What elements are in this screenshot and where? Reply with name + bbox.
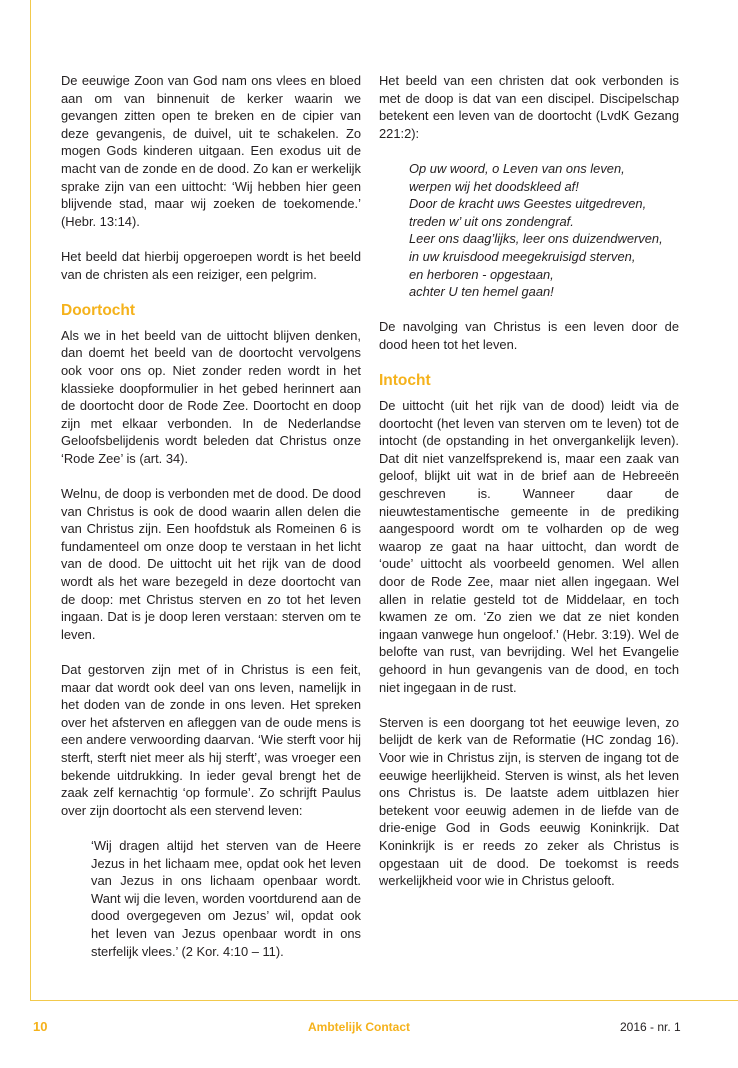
- poem-line: Door de kracht uws Geestes uitgedreven,: [409, 196, 647, 212]
- left-column: [61, 72, 361, 978]
- poem-line: en herboren - opgestaan,: [409, 266, 554, 282]
- poem-line: werpen wij het doodskleed af!: [409, 178, 579, 194]
- block-quote: [61, 837, 361, 960]
- margin-rule-horizontal: [30, 1000, 738, 1001]
- poem-line: Op uw woord, o Leven van ons leven,: [409, 160, 625, 176]
- paragraph: Welnu, de doop is verbonden met de dood. De dood van Christus is ook de dood waarin allen delen die van Christus zijn. Een hoofdstuk als Romeinen 6 is fundamenteel om onze doop te verstaan in het licht van de dood. De uittocht uit het rijk van de dood wordt als het ware bezegeld in deze doortocht van de doop: met Christus sterven en zo tot het leven ingaan. Dat is je doop leren verstaan: sterven om te leven.: [61, 486, 361, 642]
- poem-line: in uw kruisdood meegekruisigd sterven,: [409, 248, 636, 264]
- paragraph: De navolging van Christus is een leven door de dood heen tot het leven.: [379, 319, 679, 352]
- poem-quote: [379, 160, 679, 301]
- paragraph: De uittocht (uit het rijk van de dood) leidt via de doortocht (het leven van sterven om te leven) tot de intocht (de opstanding in het onvergankelijk leven). Dat dit niet vanzelfsprekend is, maar een zaak van geloof, blijkt uit wat in de brief aan de Hebreeën geschreven is. Wanneer daar de nieuwtestamentische gemeente in de prediking aangespoord wordt om te volharden op de weg waarop ze gaat na haar uittocht, dan wordt de ‘oude’ uittocht als voorbeeld genomen. Wel allen door de Rode Zee, maar niet allen ingegaan. Wel allen in relatie gesteld tot de Middelaar, en toch kwamen ze om. ‘Zo zien we dat ze niet konden ingaan vanwege hun ongeloof.’ (Hebr. 3:19). Wel de belofte van rust, van bevrijding. Wel het Evangelie gehoord in hun gevangenis van de dood, en toch niet ingegaan in de rust.: [379, 398, 679, 695]
- section-heading-intocht: Intocht: [379, 372, 431, 390]
- page-number: 10: [33, 1019, 48, 1034]
- paragraph: Het beeld dat hierbij opgeroepen wordt is het beeld van de christen als een reiziger, een pelgrim.: [61, 248, 361, 282]
- poem-line: achter U ten hemel gaan!: [409, 284, 554, 300]
- issue-label: 2016 - nr. 1: [620, 1020, 681, 1034]
- right-column: [379, 72, 679, 890]
- margin-rule-vertical: [30, 0, 31, 1000]
- paragraph: Als we in het beeld van de uittocht blijven denken, dan doemt het beeld van de doortocht vervolgens ook voor ons op. Niet zonder reden wordt in het klassieke doopformulier in het gebed herinnert aan de doortocht door de Rode Zee. Doortocht en doop zijn met elkaar verbonden. In de Nederlandse Geloofsbelijdenis wordt beleden dat Christus onze ‘Rode Zee’ is (art. 34).: [61, 327, 361, 466]
- paragraph: De eeuwige Zoon van God nam ons vlees en bloed aan om van binnenuit de kerker waarin we gevangen zitten open te breken en de cipier van deze gevangenis, de duivel, uit te schakelen. Zo mogen Gods kinderen uitgaan. Een exodus uit de macht van de zonde en de dood. Zo kan er werkelijk sprake zijn van een uittocht: ‘Wij hebben hier geen blijvende stad, maar wij zoeken de toekomende.’ (Hebr. 13:14).: [61, 73, 361, 229]
- poem-line: treden w’ uit ons zondengraf.: [409, 213, 574, 229]
- quote-text: ‘Wij dragen altijd het sterven van de Heere Jezus in het lichaam mee, opdat ook het leven van Jezus in ons lichaam openbaar wordt. Want wij die leven, worden voortdurend aan de dood overgegeven om Jezus’ wil, opdat ook het leven van Jezus openbaar wordt in ons sterfelijk vlees.’ (2 Kor. 4:10 – 11).: [91, 837, 361, 959]
- publication-title: Ambtelijk Contact: [308, 1020, 411, 1034]
- section-heading-doortocht: Doortocht: [61, 301, 136, 319]
- paragraph: Sterven is een doorgang tot het eeuwige leven, zo belijdt de kerk van de Reformatie (HC zondag 16). Voor wie in Christus zijn, is sterven de ingang tot de eeuwige heerlijkheid. Sterven is winst, als het leven ons Christus is. De laatste adem uitblazen hier betekent voor eeuwig ademen in de liefde van de drie-enige God in Gods eeuwig Koninkrijk. Dat Koninkrijk is er reeds zo zeker als Christus is opgestaan uit de dood. De toekomst is reeds werkelijkheid voor wie in Christus gelooft.: [379, 714, 679, 889]
- paragraph: Dat gestorven zijn met of in Christus is een feit, maar dat wordt ook deel van ons leven, namelijk in het doden van de zonde in ons leven. Het spreken over het afsterven en afleggen van de oude mens is een andere verwoording daarvan. ‘Wie sterft voor hij sterft, sterft niet meer als hij sterft’, was vroeger een bekende uitdrukking. In ieder geval brengt het de zaak zelf kernachtig ‘op formule’. Zo schrijft Paulus over zijn doortocht als een stervend leven:: [61, 662, 361, 818]
- poem-line: Leer ons daag’lijks, leer ons duizendwerven,: [409, 231, 663, 247]
- paragraph: Het beeld van een christen dat ook verbonden is met de doop is dat van een discipel. Discipelschap betekent een leven van de doortocht (LvdK Gezang 221:2):: [379, 73, 679, 141]
